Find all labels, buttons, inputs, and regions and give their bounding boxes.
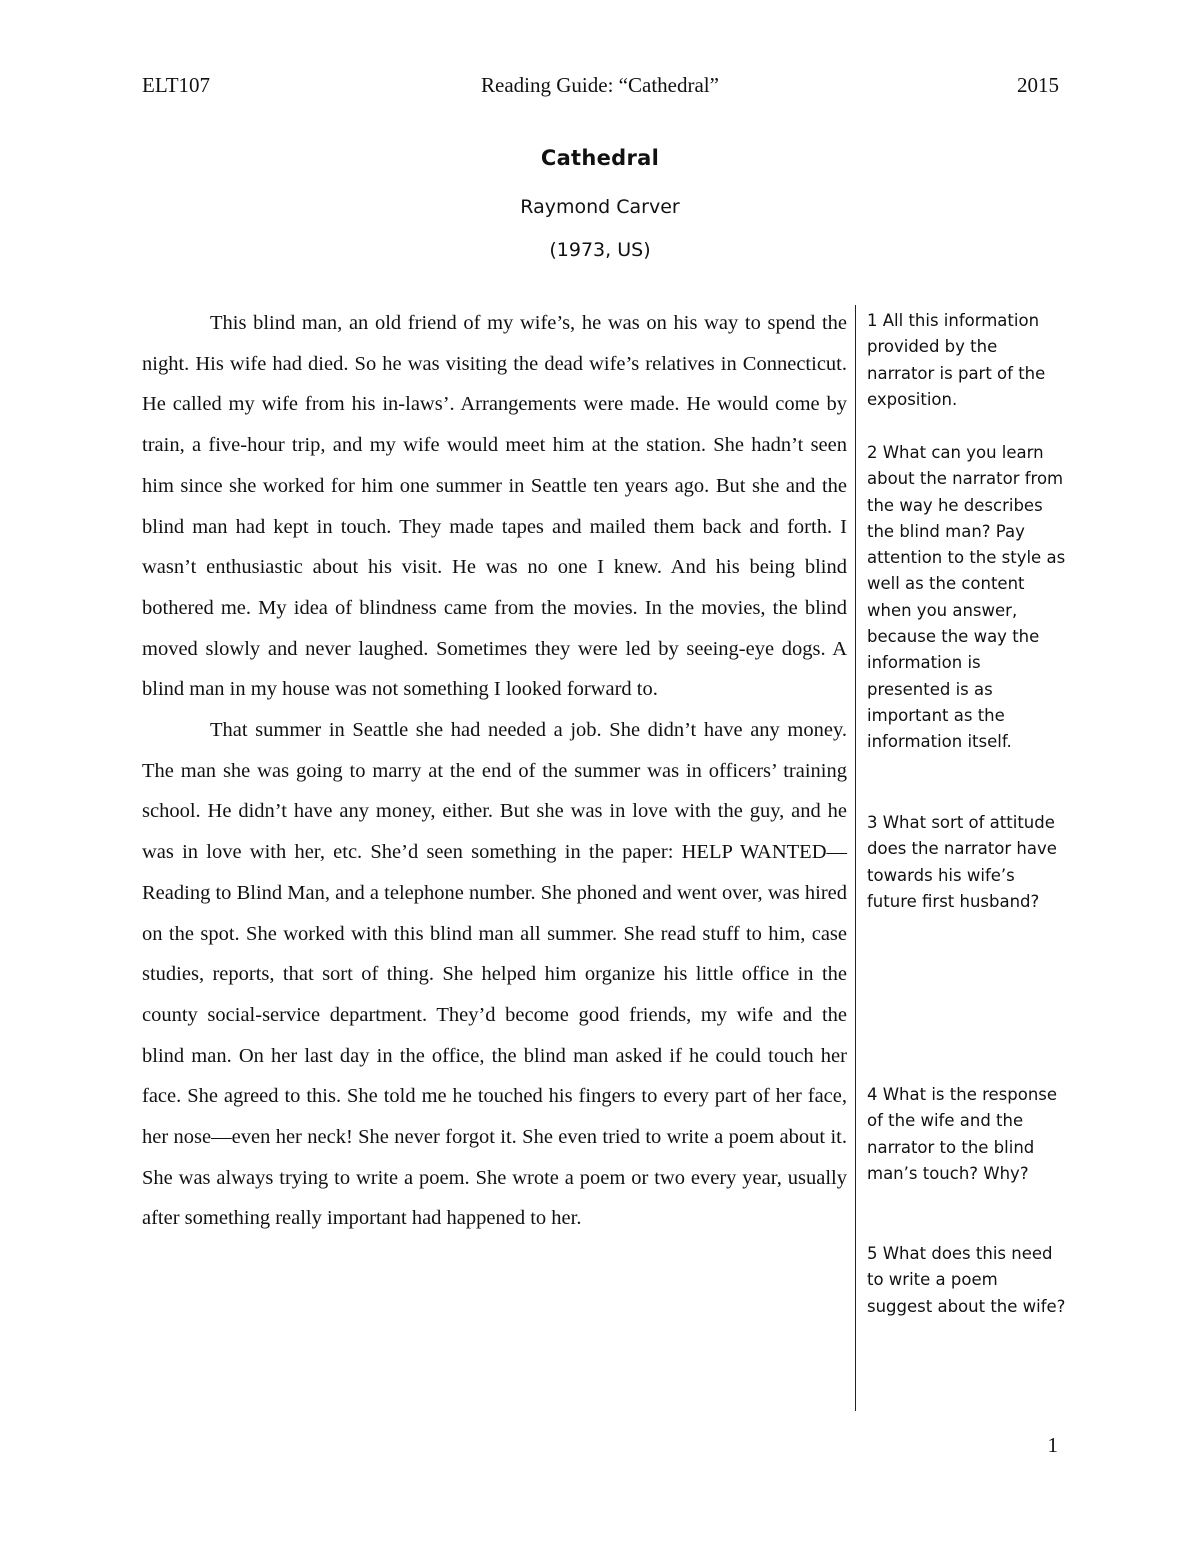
header-year: 2015 [1017,73,1059,97]
header-course-code: ELT107 [142,73,211,97]
page-number: 1 [1047,1433,1058,1457]
story-year-country: (1973, US) [549,239,651,261]
margin-note-4: 4 What is the response of the wife and the narrator to the blind man’s touch? Why? [867,1085,1058,1183]
paragraph-2: That summer in Seattle she had needed a job. She didn’t have any money. The man she was going to marry at the end of the summer was in officers’ training school. He didn’t have any money, either. But she was in love with the guy, and he was in love with her, etc. She’d seen something in the paper: HELP WANTED—Reading to Blind Man, and a telephone number. She phoned and went over, was hired on the spot. She worked with this blind man all summer. She read stuff to him, case studies, reports, that sort of thing. She helped him organize his little office in the county social-service department. They’d become good friends, my wife and the blind man. On her last day in the office, the blind man asked if he could touch her face. She agreed to this. She told me he touched his fingers to every part of her face, her nose—even her neck! She never forgot it. She even tried to write a poem about it. She was always trying to write a poem. She wrote a poem or two every year, usually after something really important had happened to her. [142,719,847,1230]
margin-divider [855,305,856,1411]
margin-note-1: 1 All this information provided by the narrator is part of the exposition. [867,311,1046,409]
story-author: Raymond Carver [520,196,680,218]
story-excerpt [142,303,847,1239]
header-guide-title: Reading Guide: “Cathedral” [481,73,719,97]
margin-note-2: 2 What can you learn about the narrator from the way he describes the blind man? Pay attention to the style as well as the content when you answer, because the way the information is presented is as important as the information itself. [867,443,1066,752]
paragraph-1: This blind man, an old friend of my wife’s, he was on his way to spend the night. His wife had died. So he was visiting the dead wife’s relatives in Connecticut. He called my wife from his in-laws’. Arrangements were made. He would come by train, a five-hour trip, and my wife would meet him at the station. She hadn’t seen him since she worked for him one summer in Seattle ten years ago. But she and the blind man had kept in touch. They made tapes and mailed them back and forth. I wasn’t enthusiastic about his visit. He was no one I knew. And his being blind bothered me. My idea of blindness came from the movies. In the movies, the blind moved slowly and never laughed. Sometimes they were led by seeing-eye dogs. A blind man in my house was not something I looked forward to. [142,312,847,701]
margin-note-3: 3 What sort of attitude does the narrator have towards his wife’s future first husband? [867,813,1057,911]
margin-note-5: 5 What does this need to write a poem suggest about the wife? [867,1244,1066,1316]
story-title: Cathedral [540,146,660,170]
